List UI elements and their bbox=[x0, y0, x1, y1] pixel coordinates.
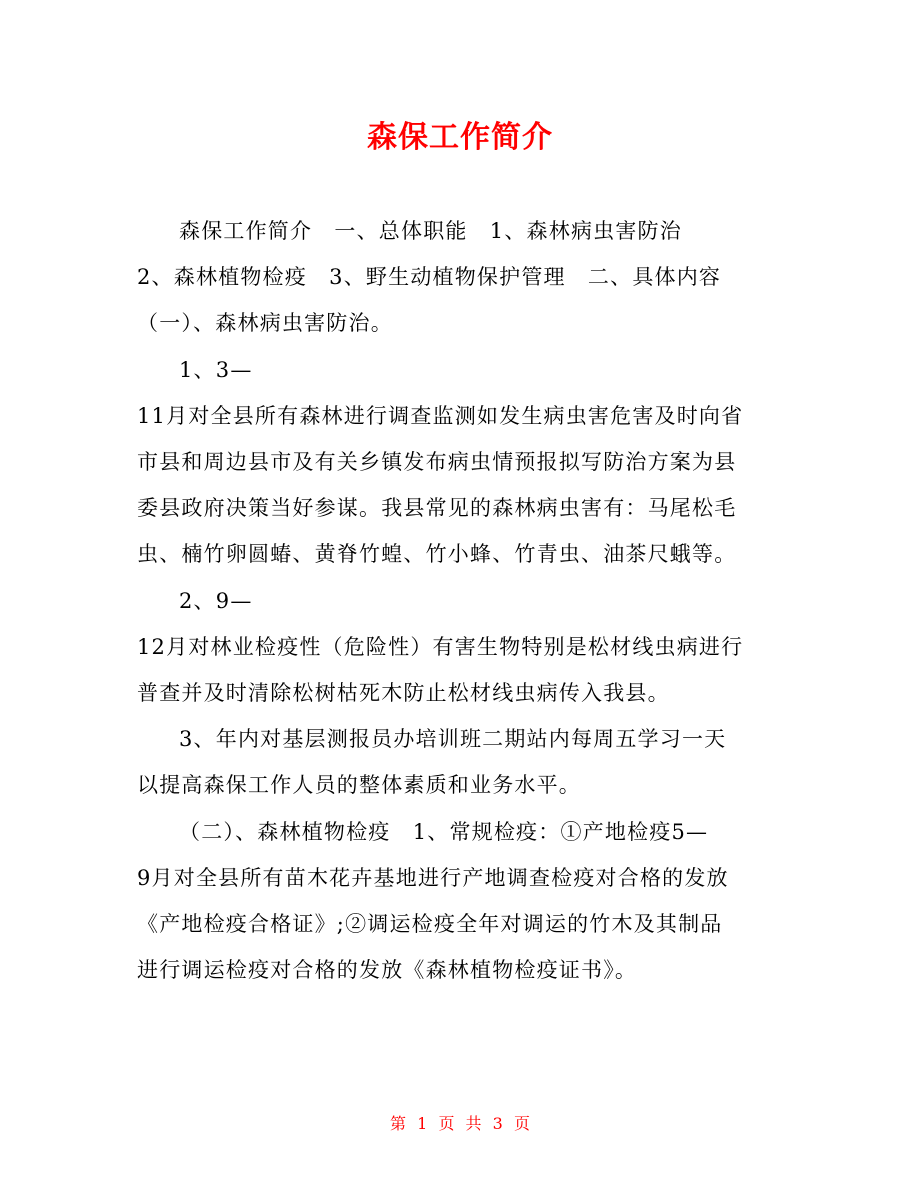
footer-total-word: 共 bbox=[465, 1114, 482, 1133]
paragraph-5 bbox=[137, 809, 787, 994]
body-line: 森保工作简介 一、总体职能 1、森林病虫害防治 bbox=[179, 219, 682, 243]
body-line: 2、9— bbox=[179, 588, 253, 613]
body-line: 虫、楠竹卵圆蝽、黄脊竹蝗、竹小蜂、竹青虫、油茶尺蛾等。 bbox=[137, 542, 737, 567]
document-body bbox=[137, 208, 787, 993]
footer-suffix: 页 bbox=[513, 1114, 530, 1133]
body-line: 2、森林植物检疫 3、野生动植物保护管理 二、具体内容 bbox=[137, 265, 722, 290]
page-number-footer bbox=[0, 1112, 920, 1136]
body-line: 委县政府决策当好参谋。我县常见的森林病虫害有：马尾松毛 bbox=[137, 496, 737, 521]
current-page-number: 1 bbox=[417, 1114, 428, 1133]
paragraph-3 bbox=[137, 578, 787, 717]
paragraph-2 bbox=[137, 347, 787, 578]
footer-prefix: 第 bbox=[390, 1114, 407, 1133]
body-line: 11月对全县所有森林进行调查监测如发生病虫害危害及时向省 bbox=[137, 403, 744, 428]
total-page-count: 3 bbox=[492, 1114, 503, 1133]
document-title: 森保工作简介 bbox=[367, 120, 553, 155]
body-line: 普查并及时清除松树枯死木防止松材线虫病传入我县。 bbox=[137, 681, 670, 706]
body-line: 12月对林业检疫性（危险性）有害生物特别是松材线虫病进行 bbox=[137, 634, 744, 659]
footer-page-word: 页 bbox=[438, 1114, 455, 1133]
paragraph-1 bbox=[137, 208, 787, 347]
body-line: 9月对全县所有苗木花卉基地进行产地调查检疫对合格的发放 bbox=[137, 865, 729, 890]
body-line: 1、3— bbox=[179, 357, 253, 382]
paragraph-4 bbox=[137, 716, 787, 808]
body-line: 市县和周边县市及有关乡镇发布病虫情预报拟写防治方案为县 bbox=[137, 450, 737, 475]
body-line: （二）、森林植物检疫 1、常规检疫：①产地检疫5— bbox=[179, 819, 709, 844]
body-line: 3、年内对基层测报员办培训班二期站内每周五学习一天 bbox=[179, 727, 727, 752]
body-line: 进行调运检疫对合格的发放《森林植物检疫证书》。 bbox=[137, 958, 638, 983]
body-line: 《产地检疫合格证》;②调运检疫全年对调运的竹木及其制品 bbox=[137, 912, 723, 937]
body-line: （一）、森林病虫害防治。 bbox=[137, 311, 393, 336]
body-line: 以提高森保工作人员的整体素质和业务水平。 bbox=[137, 773, 581, 798]
